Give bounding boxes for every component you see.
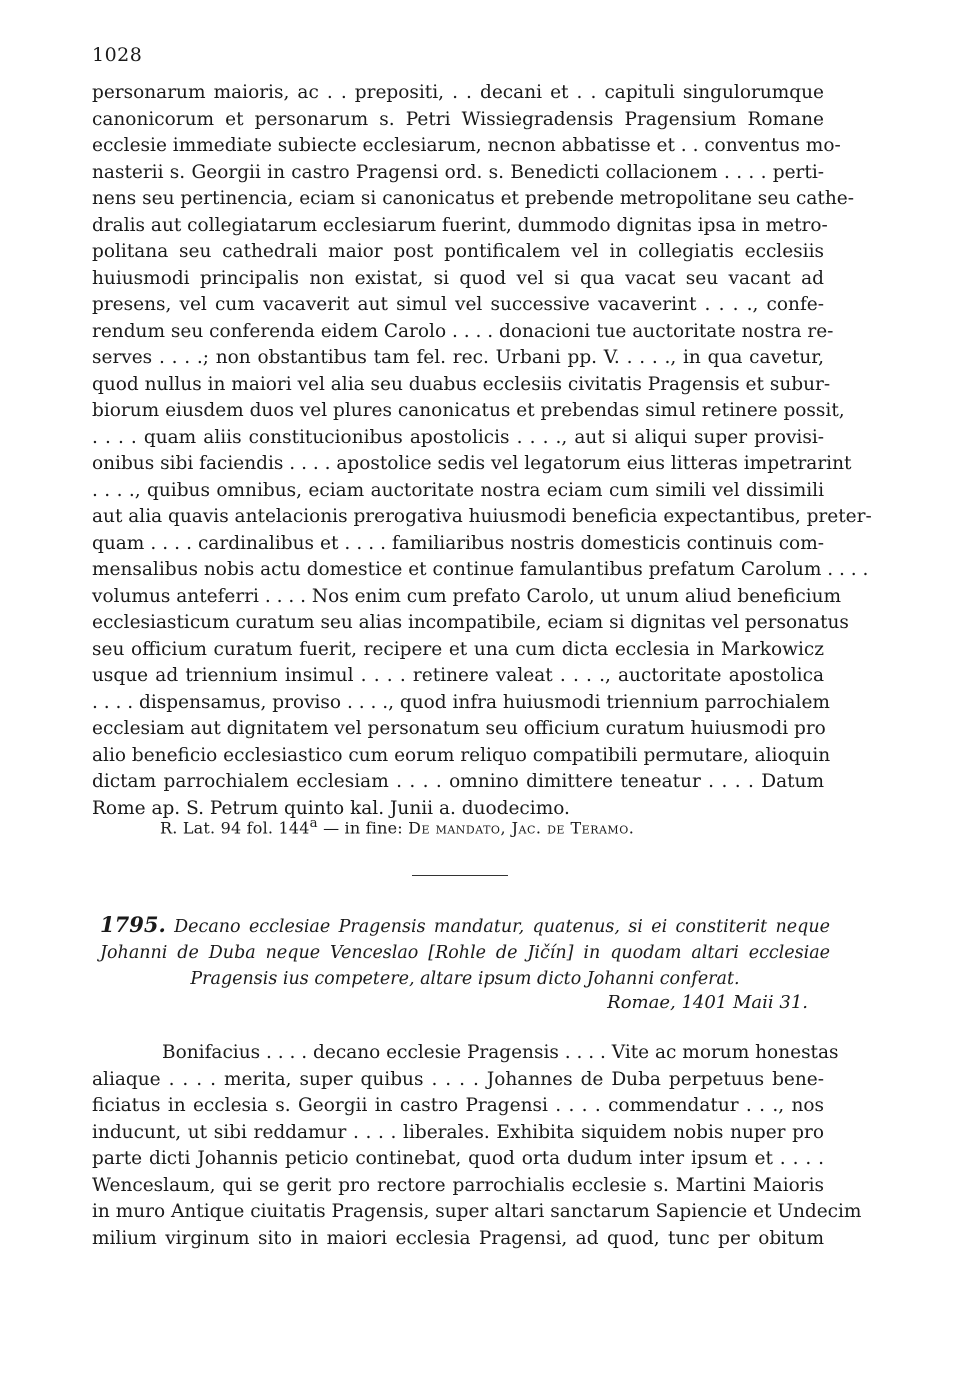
text-line: seu officium curatum fuerit, recipere et una cum dicta ecclesia in Markowicz — [92, 638, 824, 660]
document-body — [92, 1040, 862, 1252]
text-line: nasterii s. Georgii in castro Pragensi ord. s. Benedicti collacionem . . . . perti- — [92, 161, 824, 183]
source-reference: R. Lat. 94 fol. 144 — [160, 818, 310, 838]
text-line: ecclesie immediate subiecte ecclesiarum, necnon abbatisse et . . conventus mo- — [92, 135, 841, 156]
text-line: huiusmodi principalis non existat, si quod vel si qua vacat seu vacant ad — [92, 267, 824, 289]
text-line: ecclesiam aut dignitatem vel personatum seu officium curatum huiusmodi pro — [92, 718, 826, 739]
text-line: in muro Antique ciuitatis Pragensis, super altari sanctarum Sapiencie et Undecim — [92, 1201, 862, 1222]
text-line: volumus anteferri . . . . Nos enim cum prefato Carolo, ut unum aliud beneficium — [92, 585, 842, 607]
text-line: ecclesiasticum curatum seu alias incompatibile, eciam si dignitas vel personatus — [92, 612, 849, 633]
text-line: canonicorum et personarum s. Petri Wissiegradensis Pragensium Romane — [92, 108, 824, 130]
text-line: personarum maioris, ac . . prepositi, . . decani et . . capituli singulorumque — [92, 82, 824, 103]
source-superscript: a — [309, 816, 318, 831]
text-line: parte dicti Johannis peticio continebat, quod orta dudum inter ipsum et . . . . — [92, 1148, 824, 1169]
text-line: Wenceslaum, qui se gerit pro rectore parrochialis ecclesie s. Martini Maioris — [92, 1174, 824, 1196]
page-number: 1028 — [92, 44, 143, 66]
text-line: aut alia quavis antelacionis prerogativa huiusmodi beneficia expectantibus, preter- — [92, 506, 872, 527]
source-mandate: De mandato, Jac. de Teramo. — [408, 818, 635, 838]
text-line: nens seu pertinencia, eciam si canonicatus et prebende metropolitane seu cathe- — [92, 188, 854, 209]
regest-line: Pragensis ius competere, altare ipsum dicto Johanni conferat. — [190, 969, 740, 989]
text-line: presens, vel cum vacaverit aut simul vel successive vacaverint . . . ., confe- — [92, 294, 824, 315]
text-line: . . . . quam aliis constitucionibus apostolicis . . . ., aut si aliqui super provisi- — [92, 426, 824, 448]
regest-line: Johanni de Duba neque Venceslao [Rohle de Jičín] in quodam altari ecclesiae — [100, 943, 830, 963]
continuation-text — [92, 80, 872, 822]
dateline: Romae, 1401 Maii 31. — [607, 992, 808, 1013]
text-line: usque ad triennium insimul . . . . retinere valeat . . . ., auctoritate apostolica — [92, 665, 824, 686]
text-line: . . . . dispensamus, proviso . . . ., quod infra huiusmodi triennium parrochialem — [92, 691, 830, 713]
text-line: politana seu cathedrali maior post pontificalem vel in collegiatis ecclesiis — [92, 241, 824, 262]
text-line: serves . . . .; non obstantibus tam fel. rec. Urbani pp. V. . . . ., in qua cavetur, — [92, 347, 824, 368]
text-line: ficiatus in ecclesia s. Georgii in castro Pragensi . . . . commendatur . . ., nos — [92, 1095, 824, 1116]
text-line: aliaque . . . . merita, super quibus . . . . Johannes de Duba perpetuus bene- — [92, 1068, 824, 1090]
text-line: Bonifacius . . . . decano ecclesie Pragensis . . . . Vite ac morum honestas — [162, 1042, 839, 1063]
text-line: milium virginum sito in maiori ecclesia Pragensi, ad quod, tunc per obitum — [92, 1227, 824, 1249]
text-line: alio beneficio ecclesiastico cum eorum reliquo compatibili permutare, alioquin — [92, 744, 831, 766]
document-regest — [100, 912, 830, 992]
regest-text: Decano ecclesiae Pragensis mandatur, quatenus, si ei constiterit neque — [174, 917, 830, 937]
regest-line — [100, 912, 830, 940]
text-line: quam . . . . cardinalibus et . . . . familiaribus nostris domesticis continuis com- — [92, 532, 824, 554]
document-number: 1795. — [100, 912, 166, 937]
section-divider — [412, 875, 508, 876]
text-line: mensalibus nobis actu domestice et continue famulantibus prefatum Carolum . . . . — [92, 559, 869, 580]
text-line: quod nullus in maiori vel alia seu duabus ecclesiis civitatis Pragensis et subur- — [92, 373, 831, 395]
source-separator: — in fine: — [317, 818, 409, 838]
text-line: dralis aut collegiatarum ecclesiarum fuerint, dummodo dignitas ipsa in metro- — [92, 214, 828, 236]
text-line: inducunt, ut sibi reddamur . . . . liberales. Exhibita siquidem nobis nuper pro — [92, 1121, 824, 1143]
text-line: . . . ., quibus omnibus, eciam auctoritate nostra eciam cum simili vel dissimili — [92, 479, 824, 501]
text-line: dictam parrochialem ecclesiam . . . . omnino dimittere teneatur . . . . Datum — [92, 771, 824, 792]
text-line: Rome ap. S. Petrum quinto kal. Junii a. duodecimo. — [92, 797, 570, 819]
text-line: biorum eiusdem duos vel plures canonicatus et prebendas simul retinere possit, — [92, 400, 845, 421]
text-line: onibus sibi faciendis . . . . apostolice sedis vel legatorum eius litteras impetrarint — [92, 453, 852, 474]
text-line: rendum seu conferenda eidem Carolo . . . . donacioni tue auctoritate nostra re- — [92, 320, 834, 342]
source-note — [160, 816, 634, 837]
